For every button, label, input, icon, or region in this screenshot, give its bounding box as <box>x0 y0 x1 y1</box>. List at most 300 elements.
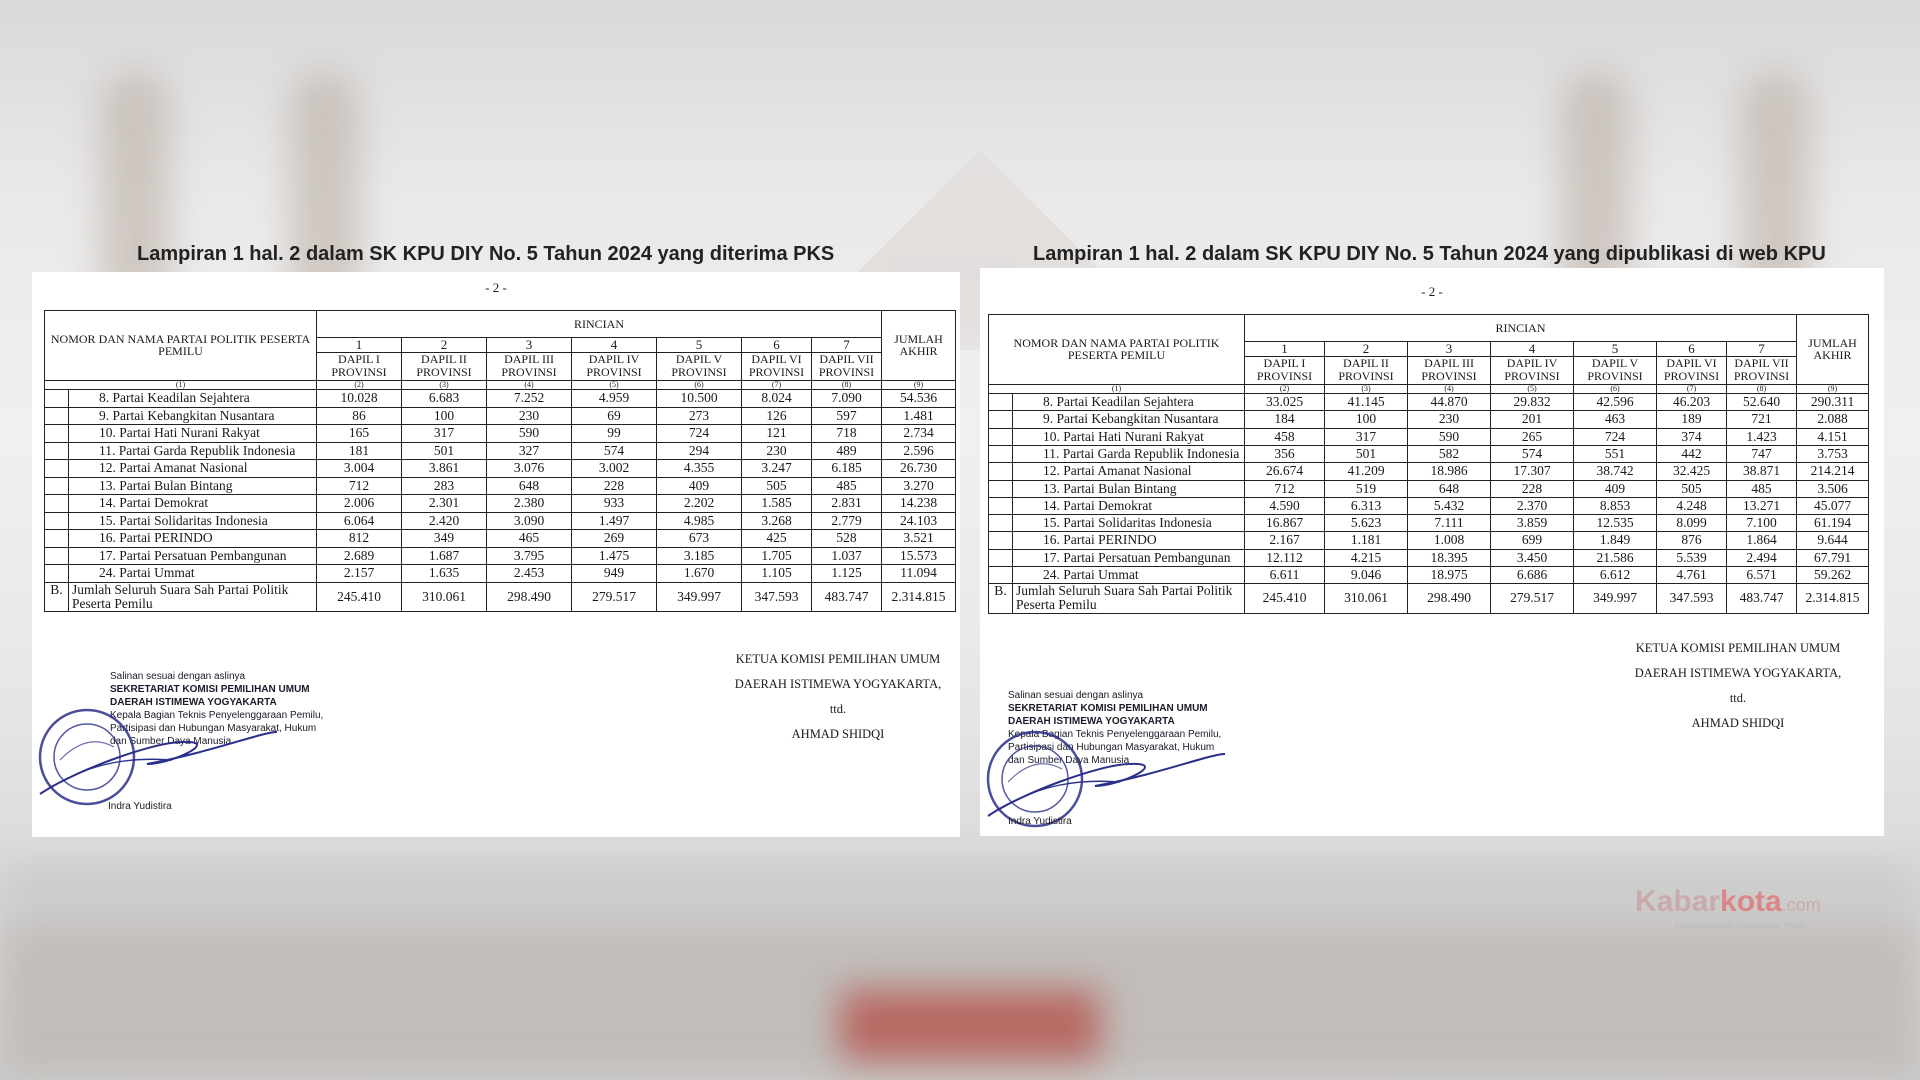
column-index: (7) <box>1657 384 1727 393</box>
party-name: 10. Partai Hati Nurani Rakyat <box>1013 428 1245 445</box>
dapil-header: DAPIL IV PROVINSI <box>572 352 657 380</box>
party-name: 15. Partai Solidaritas Indonesia <box>1013 515 1245 532</box>
vote-cell: 1.670 <box>657 565 742 583</box>
salinan-line: Partisipasi dan Hubungan Masyarakat, Hukum <box>1008 742 1215 753</box>
vote-cell: 38.742 <box>1574 463 1657 480</box>
row-marker-cell <box>45 495 69 513</box>
row-marker-cell <box>989 480 1013 497</box>
party-name: 11. Partai Garda Republik Indonesia <box>1013 445 1245 462</box>
row-marker-cell <box>989 532 1013 549</box>
dapil-number: 2 <box>402 338 487 353</box>
page-number: - 2 - <box>485 280 507 295</box>
jumlah-akhir-cell: 290.311 <box>1797 394 1869 411</box>
vote-cell: 1.008 <box>1408 532 1491 549</box>
vote-cell: 724 <box>1574 428 1657 445</box>
party-name: 14. Partai Demokrat <box>1013 497 1245 514</box>
vote-cell: 7.100 <box>1727 515 1797 532</box>
vote-cell: 181 <box>317 442 402 460</box>
vote-cell: 1.585 <box>742 495 812 513</box>
dapil-header: DAPIL VII PROVINSI <box>812 352 882 380</box>
row-marker-cell <box>45 442 69 460</box>
row-marker-cell <box>45 407 69 425</box>
vote-cell: 38.871 <box>1727 463 1797 480</box>
vote-cell: 501 <box>1325 445 1408 462</box>
signature-line: KETUA KOMISI PEMILIHAN UMUM <box>735 652 941 666</box>
row-marker-cell <box>45 477 69 495</box>
vote-cell: 489 <box>812 442 882 460</box>
vote-cell: 3.004 <box>317 460 402 478</box>
dapil-number: 1 <box>317 338 402 353</box>
watermark-brand-a: Kabar <box>1635 885 1721 918</box>
party-name: 12. Partai Amanat Nasional <box>69 460 317 478</box>
column-index: (5) <box>1491 384 1574 393</box>
table-row <box>45 512 956 530</box>
vote-cell: 294 <box>657 442 742 460</box>
dapil-number: 6 <box>742 338 812 353</box>
jumlah-akhir-cell: 1.481 <box>882 407 956 425</box>
dapil-number: 6 <box>1657 342 1727 357</box>
vote-cell: 6.683 <box>402 390 487 408</box>
party-name: 10. Partai Hati Nurani Rakyat <box>69 425 317 443</box>
party-name: 13. Partai Bulan Bintang <box>1013 480 1245 497</box>
row-marker-cell <box>45 390 69 408</box>
total-cell: 298.490 <box>1408 584 1491 613</box>
column-index: (6) <box>657 380 742 389</box>
vote-cell: 485 <box>812 477 882 495</box>
table-row <box>989 515 1869 532</box>
dapil-number: 4 <box>1491 342 1574 357</box>
party-name: 24. Partai Ummat <box>69 565 317 583</box>
table-row <box>45 390 956 408</box>
row-marker-cell <box>989 497 1013 514</box>
vote-cell: 201 <box>1491 411 1574 428</box>
vote-cell: 673 <box>657 530 742 548</box>
vote-cell: 4.355 <box>657 460 742 478</box>
table-row <box>989 445 1869 462</box>
vote-cell: 42.596 <box>1574 394 1657 411</box>
vote-cell: 356 <box>1245 445 1325 462</box>
vote-cell: 812 <box>317 530 402 548</box>
dapil-header: DAPIL I PROVINSI <box>317 352 402 380</box>
vote-cell: 6.611 <box>1245 567 1325 584</box>
party-name: 11. Partai Garda Republik Indonesia <box>69 442 317 460</box>
rincian-header: RINCIAN <box>1245 315 1797 342</box>
vote-cell: 1.105 <box>742 565 812 583</box>
vote-cell: 6.064 <box>317 512 402 530</box>
dapil-number: 5 <box>657 338 742 353</box>
vote-cell: 4.590 <box>1245 497 1325 514</box>
vote-cell: 3.002 <box>572 460 657 478</box>
jumlah-akhir-cell: 59.262 <box>1797 567 1869 584</box>
table-row <box>45 407 956 425</box>
dapil-number: 3 <box>487 338 572 353</box>
vote-cell: 3.076 <box>487 460 572 478</box>
vote-cell: 2.167 <box>1245 532 1325 549</box>
vote-cell: 273 <box>657 407 742 425</box>
vote-cell: 4.761 <box>1657 567 1727 584</box>
dapil-header: DAPIL V PROVINSI <box>657 352 742 380</box>
chairman-signature-block <box>690 647 986 747</box>
vote-table <box>44 310 956 612</box>
row-marker-cell <box>45 512 69 530</box>
party-name: 9. Partai Kebangkitan Nusantara <box>69 407 317 425</box>
total-cell: 245.410 <box>317 582 402 611</box>
party-name: 16. Partai PERINDO <box>1013 532 1245 549</box>
vote-cell: 712 <box>317 477 402 495</box>
vote-cell: 8.024 <box>742 390 812 408</box>
vote-cell: 230 <box>742 442 812 460</box>
vote-cell: 269 <box>572 530 657 548</box>
row-marker-cell <box>989 549 1013 566</box>
table-row <box>989 480 1869 497</box>
vote-cell: 3.185 <box>657 547 742 565</box>
vote-cell: 1.423 <box>1727 428 1797 445</box>
vote-cell: 6.313 <box>1325 497 1408 514</box>
column-index: (1) <box>45 380 317 389</box>
caption-right: Lampiran 1 hal. 2 dalam SK KPU DIY No. 5 Tahun 2024 yang dipublikasi di web KPU <box>1033 243 1826 265</box>
vote-cell: 409 <box>657 477 742 495</box>
document-right <box>980 268 1884 836</box>
vote-cell: 501 <box>402 442 487 460</box>
jumlah-akhir-cell: 45.077 <box>1797 497 1869 514</box>
vote-cell: 2.380 <box>487 495 572 513</box>
vote-cell: 100 <box>402 407 487 425</box>
jumlah-akhir-cell: 11.094 <box>882 565 956 583</box>
party-name: 17. Partai Persatuan Pembangunan <box>69 547 317 565</box>
signature-line: ttd. <box>829 702 847 716</box>
vote-cell: 10.028 <box>317 390 402 408</box>
total-cell: 2.314.815 <box>1797 584 1869 613</box>
column-index: (7) <box>742 380 812 389</box>
table-row <box>45 530 956 548</box>
vote-cell: 648 <box>1408 480 1491 497</box>
vote-cell: 230 <box>1408 411 1491 428</box>
vote-cell: 574 <box>572 442 657 460</box>
salinan-line: dan Sumber Daya Manusia <box>110 736 232 747</box>
column-index: (9) <box>1797 384 1869 393</box>
vote-cell: 3.795 <box>487 547 572 565</box>
vote-cell: 374 <box>1657 428 1727 445</box>
table-row <box>989 463 1869 480</box>
salinan-line: Partisipasi dan Hubungan Masyarakat, Hukum <box>110 723 317 734</box>
signature-line: ttd. <box>1729 691 1747 705</box>
dapil-header: DAPIL IV PROVINSI <box>1491 356 1574 384</box>
jumlah-akhir-cell: 2.734 <box>882 425 956 443</box>
vote-cell: 485 <box>1727 480 1797 497</box>
table-row <box>45 495 956 513</box>
vote-cell: 442 <box>1657 445 1727 462</box>
total-cell: 347.593 <box>742 582 812 611</box>
vote-cell: 41.145 <box>1325 394 1408 411</box>
vote-cell: 7.111 <box>1408 515 1491 532</box>
party-name: 12. Partai Amanat Nasional <box>1013 463 1245 480</box>
vote-cell: 33.025 <box>1245 394 1325 411</box>
watermark-suffix: .com <box>1781 895 1821 915</box>
vote-cell: 1.497 <box>572 512 657 530</box>
vote-cell: 3.268 <box>742 512 812 530</box>
vote-cell: 1.849 <box>1574 532 1657 549</box>
vote-cell: 10.500 <box>657 390 742 408</box>
row-marker-cell <box>45 565 69 583</box>
salinan-line: Kepala Bagian Teknis Penyelenggaraan Pemilu, <box>1008 729 1222 740</box>
vote-cell: 5.623 <box>1325 515 1408 532</box>
vote-cell: 4.959 <box>572 390 657 408</box>
column-index: (2) <box>317 380 402 389</box>
vote-cell: 2.370 <box>1491 497 1574 514</box>
vote-cell: 52.640 <box>1727 394 1797 411</box>
dapil-header: DAPIL V PROVINSI <box>1574 356 1657 384</box>
vote-cell: 317 <box>1325 428 1408 445</box>
column-index: (8) <box>812 380 882 389</box>
row-marker-cell <box>45 460 69 478</box>
table-row <box>989 497 1869 514</box>
column-index: (3) <box>402 380 487 389</box>
vote-cell: 3.861 <box>402 460 487 478</box>
salinan-line: Salinan sesuai dengan aslinya <box>110 671 246 682</box>
jumlah-akhir-cell: 3.521 <box>882 530 956 548</box>
party-name: 14. Partai Demokrat <box>69 495 317 513</box>
party-name: 24. Partai Ummat <box>1013 567 1245 584</box>
signature-line: AHMAD SHIDQI <box>791 727 885 741</box>
vote-cell: 86 <box>317 407 402 425</box>
jumlah-akhir-cell: 14.238 <box>882 495 956 513</box>
salinan-line: Kepala Bagian Teknis Penyelenggaraan Pemilu, <box>110 710 324 721</box>
table-row <box>45 425 956 443</box>
vote-cell: 1.687 <box>402 547 487 565</box>
vote-cell: 574 <box>1491 445 1574 462</box>
vote-cell: 2.831 <box>812 495 882 513</box>
vote-cell: 3.859 <box>1491 515 1574 532</box>
vote-cell: 949 <box>572 565 657 583</box>
table-row <box>989 532 1869 549</box>
vote-cell: 699 <box>1491 532 1574 549</box>
vote-cell: 505 <box>1657 480 1727 497</box>
jumlah-akhir-cell: 2.088 <box>1797 411 1869 428</box>
vote-cell: 551 <box>1574 445 1657 462</box>
vote-cell: 505 <box>742 477 812 495</box>
dapil-number: 1 <box>1245 342 1325 357</box>
vote-cell: 2.453 <box>487 565 572 583</box>
table-row <box>989 549 1869 566</box>
dapil-header: DAPIL II PROVINSI <box>1325 356 1408 384</box>
table-row <box>45 477 956 495</box>
vote-cell: 1.635 <box>402 565 487 583</box>
dapil-number: 5 <box>1574 342 1657 357</box>
jumlah-akhir-cell: 2.596 <box>882 442 956 460</box>
vote-cell: 1.125 <box>812 565 882 583</box>
vote-cell: 8.853 <box>1574 497 1657 514</box>
row-marker-cell <box>989 428 1013 445</box>
jumlah-akhir-cell: 26.730 <box>882 460 956 478</box>
vote-cell: 1.037 <box>812 547 882 565</box>
row-marker-cell <box>45 547 69 565</box>
vote-cell: 21.586 <box>1574 549 1657 566</box>
vote-cell: 7.090 <box>812 390 882 408</box>
vote-cell: 100 <box>1325 411 1408 428</box>
salinan-line: Salinan sesuai dengan aslinya <box>1008 690 1144 701</box>
vote-cell: 8.099 <box>1657 515 1727 532</box>
vote-cell: 189 <box>1657 411 1727 428</box>
vote-cell: 2.420 <box>402 512 487 530</box>
vote-cell: 6.612 <box>1574 567 1657 584</box>
signature-line: AHMAD SHIDQI <box>1691 716 1785 730</box>
dapil-header: DAPIL VII PROVINSI <box>1727 356 1797 384</box>
column-index: (4) <box>1408 384 1491 393</box>
total-cell: 279.517 <box>1491 584 1574 613</box>
vote-cell: 165 <box>317 425 402 443</box>
signature-line: DAERAH ISTIMEWA YOGYAKARTA, <box>1634 666 1842 680</box>
vote-cell: 121 <box>742 425 812 443</box>
party-column-header: NOMOR DAN NAMA PARTAI POLITIK PESERTA PEMILU <box>45 311 317 381</box>
vote-cell: 721 <box>1727 411 1797 428</box>
column-index: (4) <box>487 380 572 389</box>
column-index: (1) <box>989 384 1245 393</box>
vote-cell: 230 <box>487 407 572 425</box>
vote-cell: 590 <box>1408 428 1491 445</box>
jumlah-akhir-cell: 3.270 <box>882 477 956 495</box>
party-name: 15. Partai Solidaritas Indonesia <box>69 512 317 530</box>
vote-cell: 41.209 <box>1325 463 1408 480</box>
vote-cell: 283 <box>402 477 487 495</box>
total-cell: 483.747 <box>812 582 882 611</box>
vote-cell: 26.674 <box>1245 463 1325 480</box>
total-cell: 2.314.815 <box>882 582 956 611</box>
vote-cell: 458 <box>1245 428 1325 445</box>
salinan-line: SEKRETARIAT KOMISI PEMILIHAN UMUM <box>110 684 310 695</box>
vote-cell: 2.689 <box>317 547 402 565</box>
row-marker-cell <box>989 463 1013 480</box>
total-row-label: Jumlah Seluruh Suara Sah Partai Politik Peserta Pemilu <box>69 582 317 611</box>
vote-cell: 29.832 <box>1491 394 1574 411</box>
vote-cell: 1.864 <box>1727 532 1797 549</box>
dapil-number: 4 <box>572 338 657 353</box>
vote-cell: 648 <box>487 477 572 495</box>
vote-cell: 3.247 <box>742 460 812 478</box>
vote-cell: 5.539 <box>1657 549 1727 566</box>
dapil-number: 3 <box>1408 342 1491 357</box>
vote-cell: 718 <box>812 425 882 443</box>
vote-cell: 2.779 <box>812 512 882 530</box>
total-cell: 349.997 <box>657 582 742 611</box>
jumlah-akhir-cell: 4.151 <box>1797 428 1869 445</box>
vote-cell: 465 <box>487 530 572 548</box>
vote-cell: 69 <box>572 407 657 425</box>
watermark-tagline: Mengedepankan Kepentingan Publik <box>1675 921 1806 930</box>
jumlah-akhir-cell: 67.791 <box>1797 549 1869 566</box>
vote-cell: 4.248 <box>1657 497 1727 514</box>
vote-cell: 933 <box>572 495 657 513</box>
salinan-line: dan Sumber Daya Manusia <box>1008 755 1130 766</box>
jumlah-akhir-cell: 3.506 <box>1797 480 1869 497</box>
jumlah-akhir-header: JUMLAH AKHIR <box>1797 315 1869 385</box>
total-cell: 245.410 <box>1245 584 1325 613</box>
vote-cell: 6.571 <box>1727 567 1797 584</box>
vote-cell: 317 <box>402 425 487 443</box>
jumlah-akhir-cell: 15.573 <box>882 547 956 565</box>
document-left <box>32 272 960 837</box>
jumlah-akhir-cell: 54.536 <box>882 390 956 408</box>
dapil-header: DAPIL VI PROVINSI <box>742 352 812 380</box>
vote-cell: 228 <box>1491 480 1574 497</box>
total-cell: 298.490 <box>487 582 572 611</box>
table-row <box>989 428 1869 445</box>
vote-cell: 425 <box>742 530 812 548</box>
vote-cell: 18.395 <box>1408 549 1491 566</box>
vote-cell: 99 <box>572 425 657 443</box>
vote-cell: 582 <box>1408 445 1491 462</box>
kabarkota-watermark <box>1635 885 1821 930</box>
total-row-marker: B. <box>989 584 1013 613</box>
column-index: (5) <box>572 380 657 389</box>
vote-cell: 597 <box>812 407 882 425</box>
vote-cell: 18.986 <box>1408 463 1491 480</box>
vote-cell: 327 <box>487 442 572 460</box>
vote-cell: 2.202 <box>657 495 742 513</box>
vote-cell: 6.185 <box>812 460 882 478</box>
party-name: 8. Partai Keadilan Sejahtera <box>69 390 317 408</box>
vote-cell: 349 <box>402 530 487 548</box>
official-stamp-icon <box>32 702 282 812</box>
party-name: 9. Partai Kebangkitan Nusantara <box>1013 411 1245 428</box>
jumlah-akhir-cell: 3.753 <box>1797 445 1869 462</box>
vote-cell: 2.157 <box>317 565 402 583</box>
column-index: (3) <box>1325 384 1408 393</box>
vote-table <box>988 314 1869 614</box>
total-cell: 483.747 <box>1727 584 1797 613</box>
vote-cell: 1.181 <box>1325 532 1408 549</box>
total-row-label: Jumlah Seluruh Suara Sah Partai Politik Peserta Pemilu <box>1013 584 1245 613</box>
table-row <box>989 567 1869 584</box>
row-marker-cell <box>989 567 1013 584</box>
dapil-number: 2 <box>1325 342 1408 357</box>
total-row-marker: B. <box>45 582 69 611</box>
vote-cell: 44.870 <box>1408 394 1491 411</box>
total-cell: 349.997 <box>1574 584 1657 613</box>
vote-cell: 228 <box>572 477 657 495</box>
vote-cell: 2.006 <box>317 495 402 513</box>
vote-cell: 6.686 <box>1491 567 1574 584</box>
jumlah-akhir-cell: 24.103 <box>882 512 956 530</box>
row-marker-cell <box>45 530 69 548</box>
vote-cell: 17.307 <box>1491 463 1574 480</box>
vote-cell: 463 <box>1574 411 1657 428</box>
column-index: (2) <box>1245 384 1325 393</box>
vote-cell: 13.271 <box>1727 497 1797 514</box>
page-number: - 2 - <box>1421 284 1443 299</box>
table-row <box>45 442 956 460</box>
vote-cell: 18.975 <box>1408 567 1491 584</box>
dapil-header: DAPIL II PROVINSI <box>402 352 487 380</box>
vote-cell: 3.090 <box>487 512 572 530</box>
vote-cell: 747 <box>1727 445 1797 462</box>
vote-cell: 46.203 <box>1657 394 1727 411</box>
vote-cell: 12.112 <box>1245 549 1325 566</box>
total-cell: 310.061 <box>1325 584 1408 613</box>
caption-left: Lampiran 1 hal. 2 dalam SK KPU DIY No. 5 Tahun 2024 yang diterima PKS <box>137 243 835 265</box>
table-row <box>45 565 956 583</box>
vote-cell: 409 <box>1574 480 1657 497</box>
column-index: (6) <box>1574 384 1657 393</box>
row-marker-cell <box>989 411 1013 428</box>
table-row <box>45 547 956 565</box>
dapil-number: 7 <box>812 338 882 353</box>
vote-cell: 1.475 <box>572 547 657 565</box>
vote-cell: 4.215 <box>1325 549 1408 566</box>
vote-cell: 16.867 <box>1245 515 1325 532</box>
total-cell: 279.517 <box>572 582 657 611</box>
column-index: (9) <box>882 380 956 389</box>
vote-cell: 7.252 <box>487 390 572 408</box>
